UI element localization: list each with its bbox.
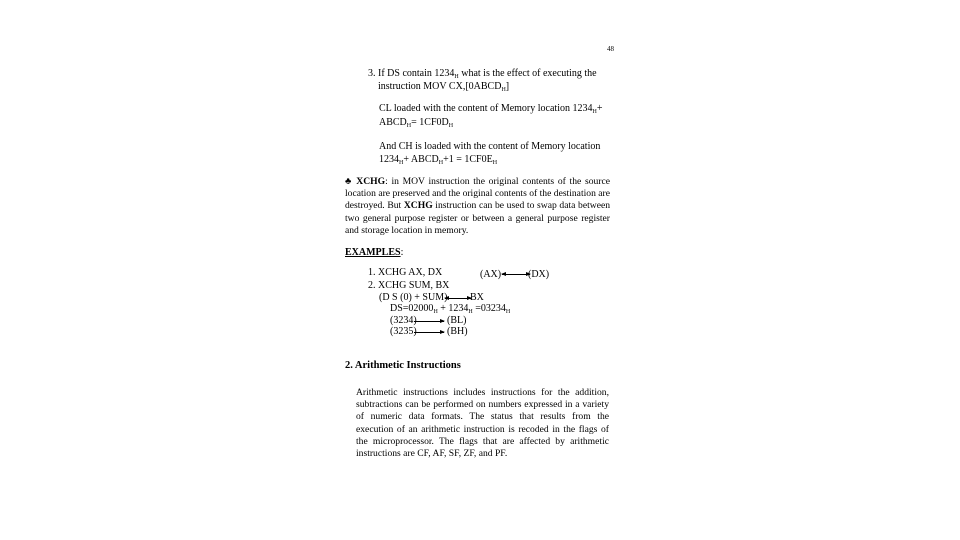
example-1-left-operand: (AX) — [480, 269, 502, 280]
answer-ch-line-1: And CH is loaded with the content of Memory location — [379, 141, 601, 152]
memory-3235: (3235) — [390, 326, 417, 337]
memory-3234: (3234) — [390, 315, 417, 326]
answer-cl-line-2: $ABCD_H= 1CF0D_H$ — [379, 117, 454, 129]
example-2-instruction: 2. XCHG SUM, BX — [368, 280, 450, 291]
example-1-right-operand: (DX) — [528, 269, 550, 280]
arrow-right-icon — [414, 332, 444, 333]
examples-heading: EXAMPLES: — [345, 247, 404, 258]
register-bl: (BL) — [447, 315, 467, 326]
question-line-1: 3. If DS contain $1234_H$ what is the effect of executing the — [368, 68, 597, 80]
swap-arrow-icon — [502, 274, 530, 275]
ds-address-calc: $DS=02000_H + 1234_H =03234_H$ — [390, 303, 511, 315]
answer-cl-line-1: CL loaded with the content of Memory location $1234_H+$ — [379, 103, 603, 115]
section-heading: 2. Arithmetic Instructions — [345, 360, 461, 371]
example-2-left-operand: (D S (0) + SUM) — [379, 292, 448, 303]
register-bh: (BH) — [447, 326, 468, 337]
arrow-right-icon — [414, 321, 444, 322]
page-number: 48 — [607, 45, 614, 53]
question-line-2: instruction MOV $CX,[0ABCD_H]$ — [378, 81, 510, 93]
answer-ch-line-2: $1234_H+$ $ABCD_H+1 = 1CF0E_H$ — [379, 154, 498, 166]
club-bullet-icon: ♣ — [345, 176, 353, 187]
swap-arrow-icon — [445, 298, 471, 299]
xchg-paragraph: ♣ XCHG: in MOV instruction the original contents of the source location are preserved and the original contents of the destination are destroyed. But XCHG instruction can be used to swap data between two general purpose register or between a general purpose register and storage location in memory. — [345, 176, 611, 236]
example-1-instruction: 1. XCHG AX, DX — [368, 267, 443, 278]
example-2-right-operand: BX — [470, 292, 484, 303]
section-body: Arithmetic instructions includes instructions for the addition, subtractions can be performed on numbers expressed in a variety of numeric data formats. The status that results from the execution of an arithmetic instruction is recoded in the flags of the microprocessor. The flags that are affected by arithmetic instructions are CF, AF, SF, ZF, and PF. — [356, 387, 609, 460]
